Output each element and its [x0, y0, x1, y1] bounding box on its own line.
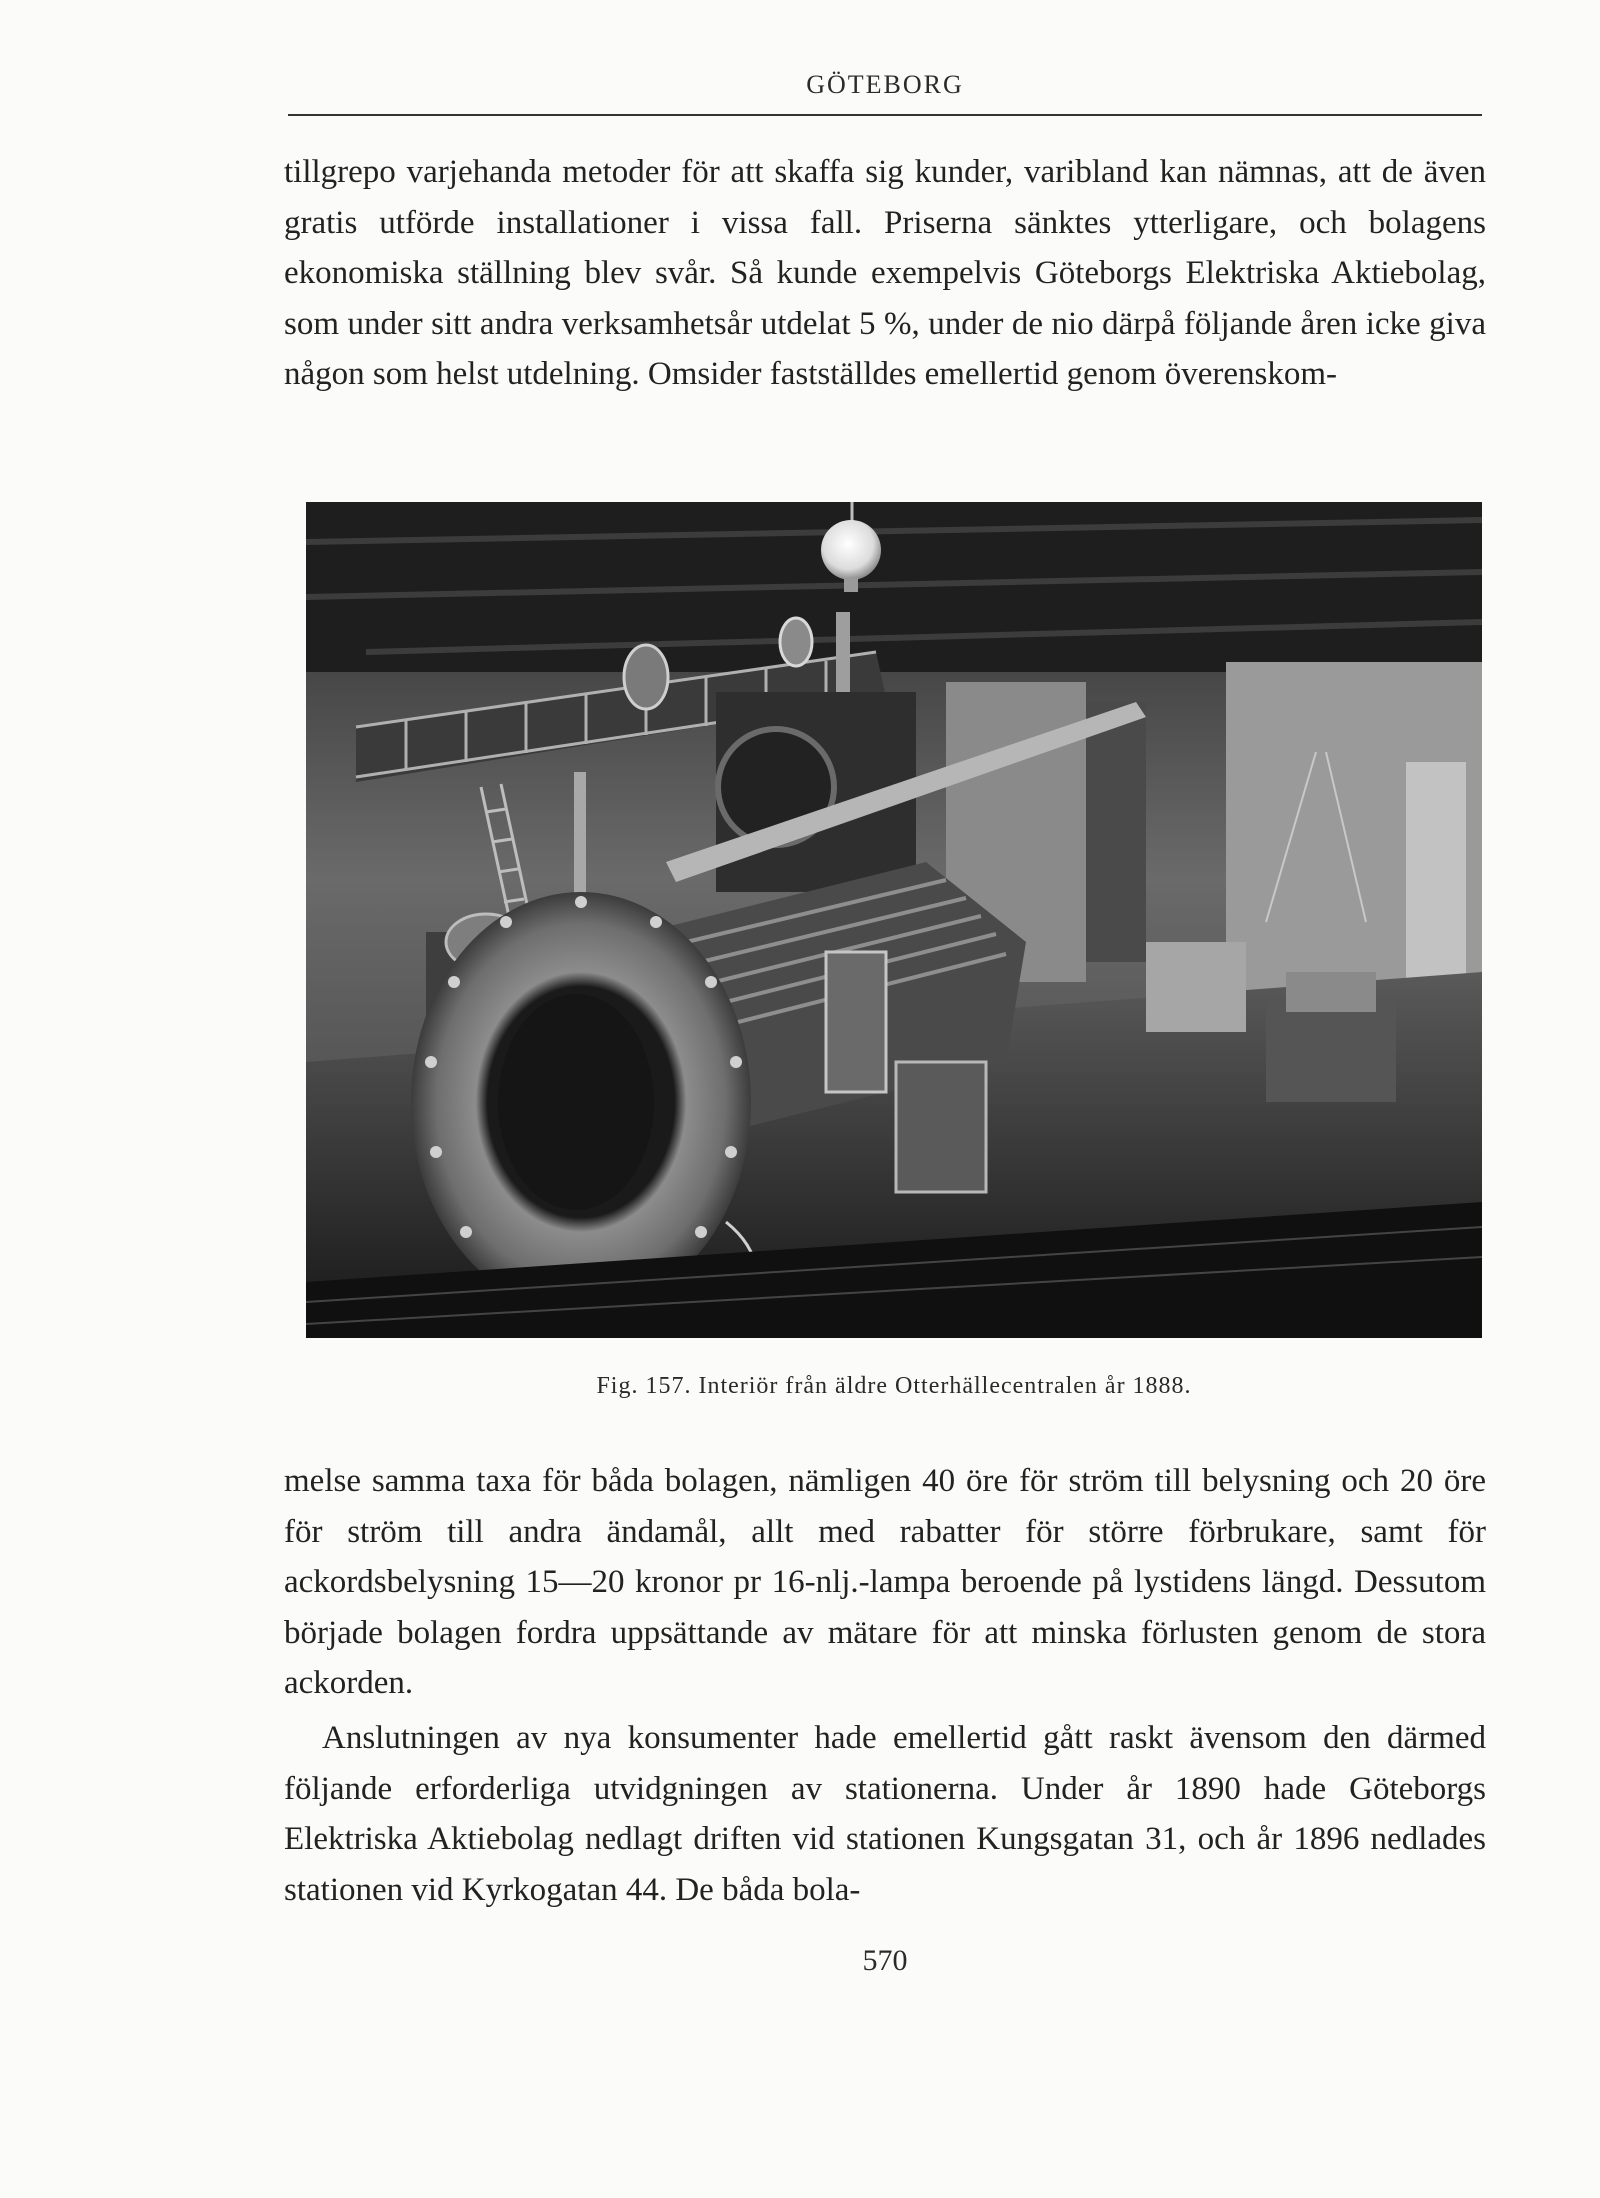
running-head: GÖTEBORG	[806, 70, 964, 99]
paragraph-3: Anslutningen av nya konsumenter hade emellertid gått raskt ävensom den därmed följande erforderliga utvidgningen av stationerna. Under år 1890 hade Göteborgs Elektriska Aktiebolag nedlagt driften vid stationen Kungsgatan 31, och år 1896 nedlades stationen vid Kyrkogatan 44. De båda bola-	[284, 1720, 1486, 1908]
header-rule	[288, 114, 1482, 116]
figure-photo	[306, 502, 1482, 1338]
paragraph-1: tillgrepo varjehanda metoder för att skaffa sig kunder, varibland kan nämnas, att de även gratis utförde installationer i vissa fall. Priserna sänktes ytterligare, och bolagens ekonomiska ställning blev svår. Så kunde exempelvis Göteborgs Elektriska Aktiebolag, som under sitt andra verksamhetsår utdelat 5 %, under de nio därpå följande åren icke giva någon som helst utdelning. Omsider fastställdes emellertid genom överenskom-	[284, 154, 1486, 392]
page-number: 570	[862, 1944, 908, 1977]
paragraph-2: melse samma taxa för båda bolagen, nämligen 40 öre för ström till belysning och 20 öre för ström till andra ändamål, allt med rabatter för större förbrukare, samt för ackordsbelysning 15—20 kronor pr 16-nlj.-lampa beroende på lystidens längd. Dessutom började bolagen fordra uppsättande av mätare för att minska förlusten genom de stora ackorden.	[284, 1463, 1486, 1701]
figure-caption: Fig. 157. Interiör från äldre Otterhällecentralen år 1888.	[596, 1373, 1192, 1399]
power-station-interior-photo	[306, 502, 1482, 1338]
